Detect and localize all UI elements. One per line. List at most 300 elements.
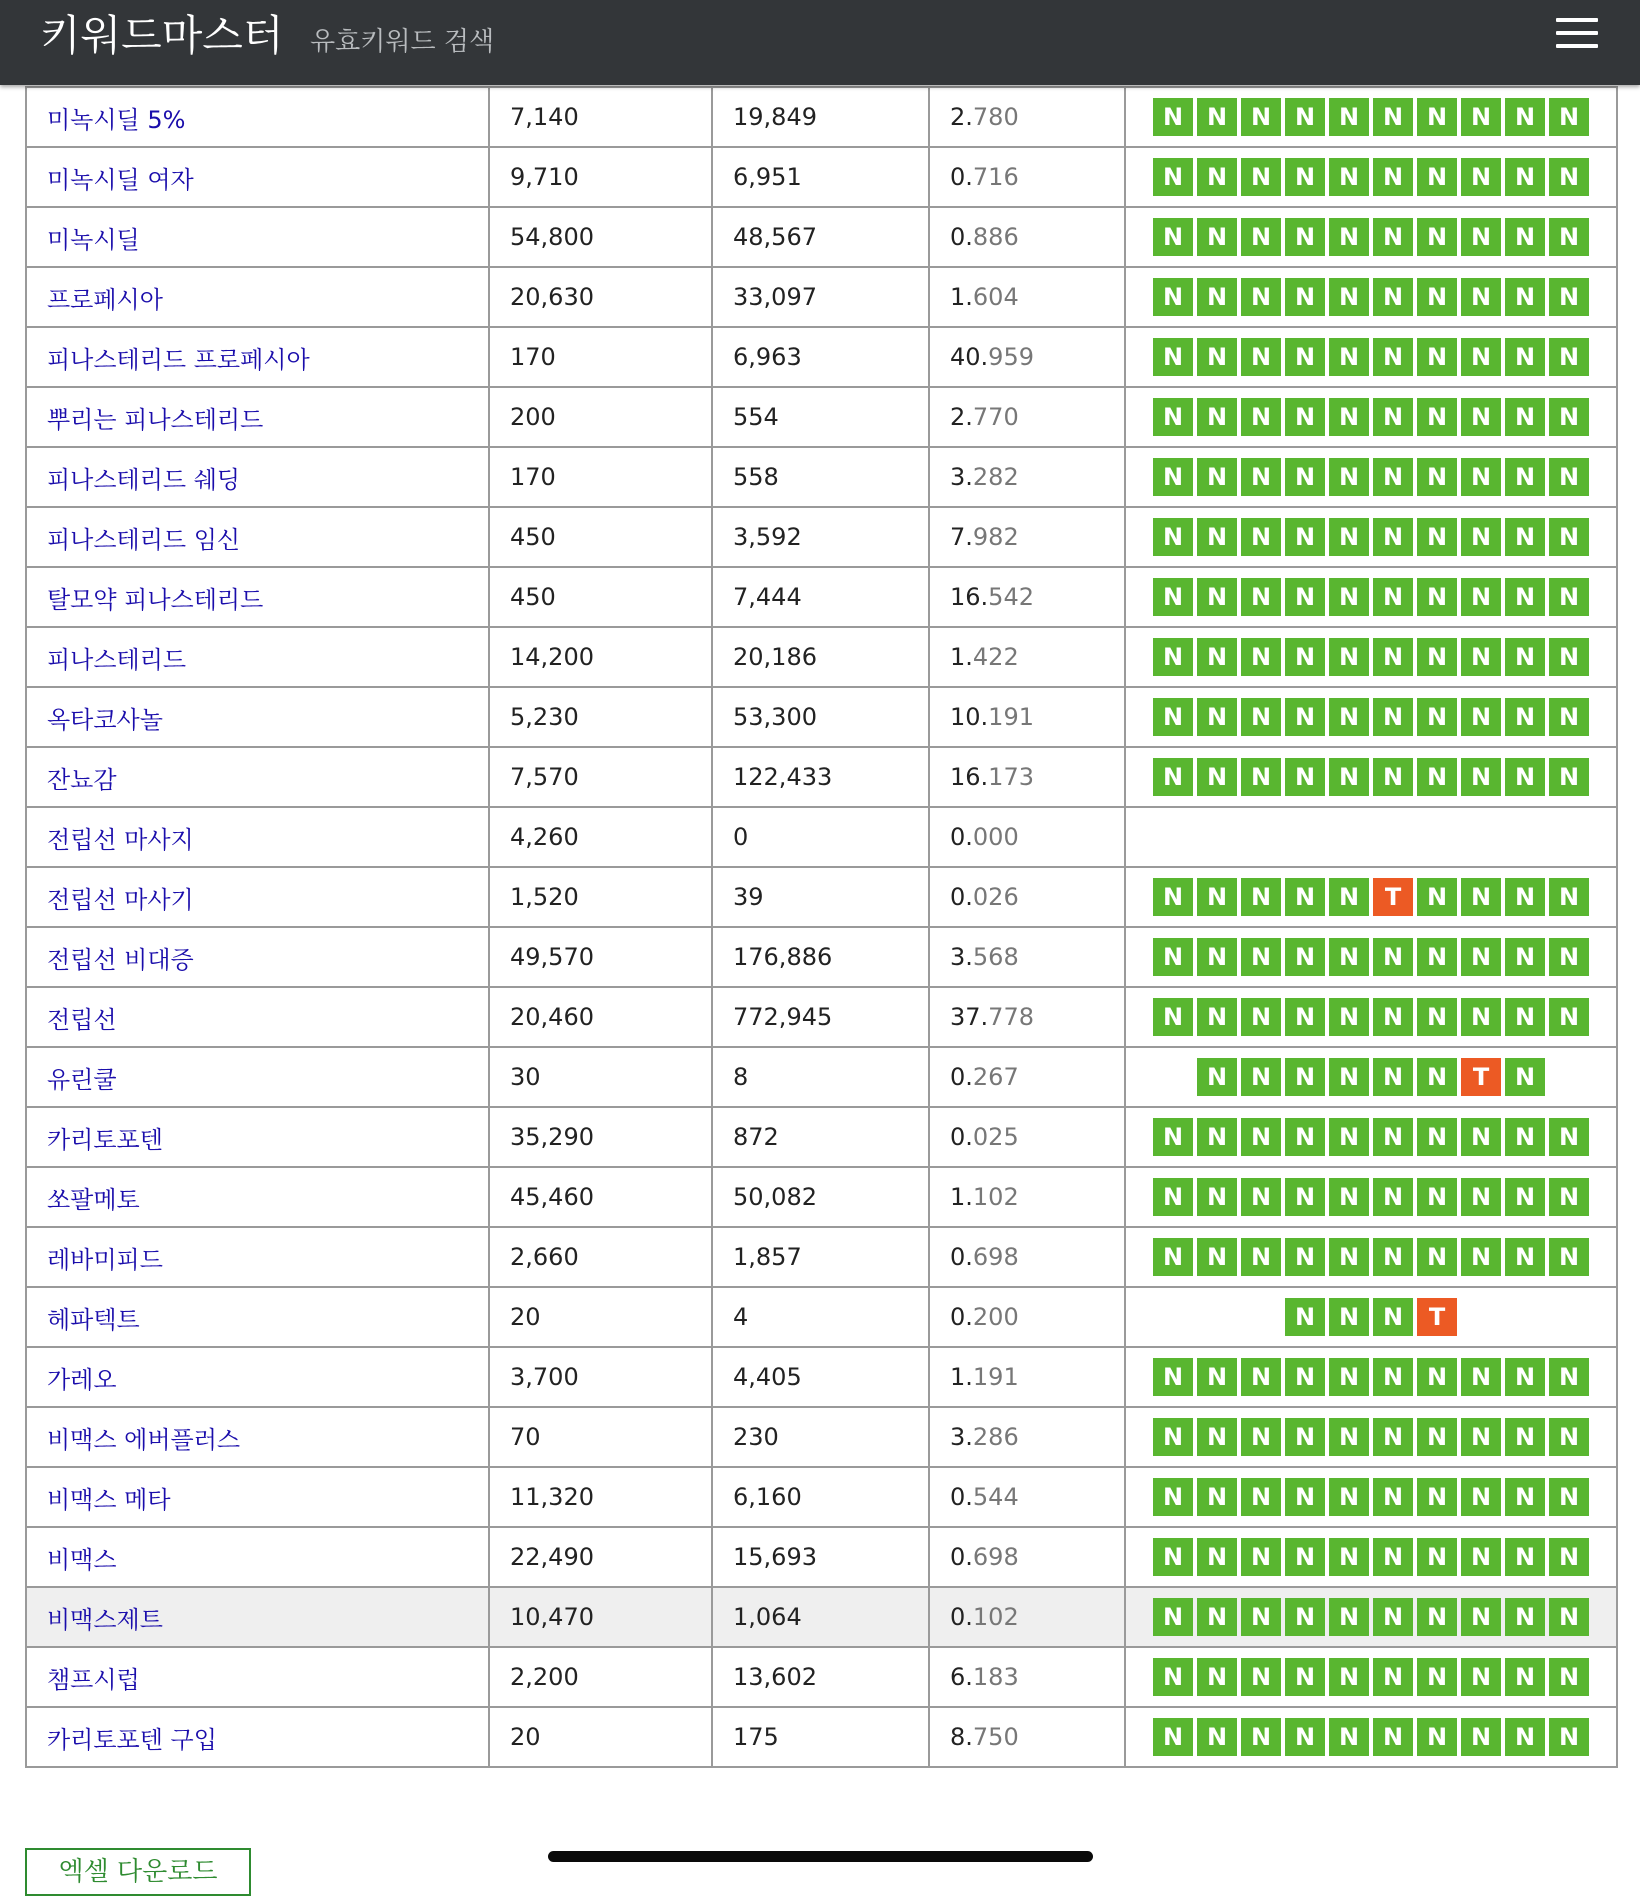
- naver-badge[interactable]: N: [1505, 1538, 1545, 1576]
- naver-badge[interactable]: N: [1241, 398, 1281, 436]
- naver-badge[interactable]: N: [1153, 1118, 1193, 1156]
- naver-badge[interactable]: N: [1505, 578, 1545, 616]
- naver-badge[interactable]: N: [1505, 278, 1545, 316]
- naver-badge[interactable]: N: [1197, 698, 1237, 736]
- naver-badge[interactable]: N: [1461, 1478, 1501, 1516]
- naver-badge[interactable]: N: [1197, 1058, 1237, 1096]
- keyword-link[interactable]: 피나스테리드: [47, 645, 187, 674]
- keyword-link[interactable]: 전립선 비대증: [47, 945, 194, 974]
- ratio-cell: [929, 927, 1125, 987]
- naver-badge[interactable]: N: [1373, 1298, 1413, 1336]
- keyword-link[interactable]: 쏘팔메토: [47, 1185, 140, 1214]
- naver-badge[interactable]: N: [1373, 98, 1413, 136]
- naver-badge[interactable]: N: [1241, 158, 1281, 196]
- naver-badge[interactable]: N: [1329, 1298, 1369, 1336]
- naver-badge[interactable]: N: [1153, 1238, 1193, 1276]
- naver-badge[interactable]: N: [1373, 278, 1413, 316]
- naver-badge[interactable]: N: [1461, 158, 1501, 196]
- naver-badge[interactable]: N: [1417, 398, 1457, 436]
- naver-badge[interactable]: N: [1241, 1358, 1281, 1396]
- naver-badge[interactable]: N: [1241, 278, 1281, 316]
- naver-badge[interactable]: N: [1241, 458, 1281, 496]
- naver-badge[interactable]: N: [1329, 338, 1369, 376]
- naver-badge[interactable]: N: [1417, 638, 1457, 676]
- naver-badge[interactable]: N: [1285, 1298, 1325, 1336]
- naver-badge[interactable]: N: [1549, 578, 1589, 616]
- naver-badge[interactable]: N: [1153, 98, 1193, 136]
- keyword-link[interactable]: 카리토포텐: [47, 1125, 163, 1154]
- naver-badge[interactable]: N: [1197, 878, 1237, 916]
- naver-badge[interactable]: N: [1197, 278, 1237, 316]
- naver-badge[interactable]: N: [1373, 758, 1413, 796]
- naver-badge[interactable]: N: [1153, 1538, 1193, 1576]
- naver-badge[interactable]: N: [1373, 578, 1413, 616]
- naver-badge[interactable]: N: [1285, 1178, 1325, 1216]
- naver-badge[interactable]: N: [1549, 398, 1589, 436]
- naver-badge[interactable]: N: [1329, 1118, 1369, 1156]
- naver-badge[interactable]: N: [1549, 1598, 1589, 1636]
- naver-badge[interactable]: N: [1329, 1418, 1369, 1456]
- naver-badge[interactable]: N: [1197, 518, 1237, 556]
- naver-badge[interactable]: N: [1241, 518, 1281, 556]
- naver-badge[interactable]: N: [1285, 878, 1325, 916]
- naver-badge[interactable]: N: [1197, 218, 1237, 256]
- naver-badge[interactable]: N: [1197, 1238, 1237, 1276]
- naver-badge[interactable]: N: [1329, 398, 1369, 436]
- naver-badge[interactable]: N: [1417, 1478, 1457, 1516]
- naver-badge[interactable]: N: [1373, 998, 1413, 1036]
- naver-badge[interactable]: N: [1153, 1178, 1193, 1216]
- naver-badge[interactable]: N: [1241, 338, 1281, 376]
- naver-badge[interactable]: N: [1197, 758, 1237, 796]
- keyword-link[interactable]: 미녹시딜: [47, 225, 140, 254]
- keyword-link[interactable]: 유린쿨: [47, 1065, 117, 1094]
- naver-badge[interactable]: N: [1505, 758, 1545, 796]
- naver-badge[interactable]: N: [1153, 1358, 1193, 1396]
- naver-badge[interactable]: N: [1549, 1538, 1589, 1576]
- naver-badge[interactable]: N: [1417, 1118, 1457, 1156]
- naver-badge[interactable]: N: [1329, 1178, 1369, 1216]
- naver-badge[interactable]: N: [1461, 218, 1501, 256]
- keyword-link[interactable]: 비맥스제트: [47, 1605, 163, 1634]
- naver-badge[interactable]: N: [1285, 1118, 1325, 1156]
- naver-badge[interactable]: N: [1373, 1238, 1413, 1276]
- naver-badge[interactable]: N: [1461, 278, 1501, 316]
- naver-badge[interactable]: N: [1417, 998, 1457, 1036]
- naver-badge[interactable]: N: [1329, 758, 1369, 796]
- tistory-badge[interactable]: T: [1461, 1058, 1501, 1096]
- tistory-badge[interactable]: T: [1373, 878, 1413, 916]
- naver-badge[interactable]: N: [1373, 1418, 1413, 1456]
- keyword-link[interactable]: 챔프시럽: [47, 1665, 140, 1694]
- naver-badge[interactable]: N: [1329, 98, 1369, 136]
- naver-badge[interactable]: N: [1417, 938, 1457, 976]
- naver-badge[interactable]: N: [1285, 158, 1325, 196]
- naver-badge[interactable]: N: [1153, 278, 1193, 316]
- rank-badges-cell: [1125, 927, 1617, 987]
- naver-badge[interactable]: N: [1505, 1358, 1545, 1396]
- naver-badge[interactable]: N: [1417, 158, 1457, 196]
- naver-badge[interactable]: N: [1241, 998, 1281, 1036]
- naver-badge[interactable]: N: [1329, 638, 1369, 676]
- naver-badge[interactable]: N: [1417, 458, 1457, 496]
- naver-badge[interactable]: N: [1373, 1058, 1413, 1096]
- naver-badge[interactable]: N: [1241, 1058, 1281, 1096]
- naver-badge[interactable]: N: [1461, 758, 1501, 796]
- naver-badge[interactable]: N: [1197, 1658, 1237, 1696]
- naver-badge[interactable]: N: [1153, 518, 1193, 556]
- naver-badge[interactable]: N: [1285, 1058, 1325, 1096]
- naver-badge[interactable]: N: [1197, 1538, 1237, 1576]
- naver-badge[interactable]: N: [1505, 338, 1545, 376]
- naver-badge[interactable]: N: [1285, 1718, 1325, 1756]
- naver-badge[interactable]: N: [1505, 1478, 1545, 1516]
- naver-badge[interactable]: N: [1153, 458, 1193, 496]
- naver-badge[interactable]: N: [1197, 1118, 1237, 1156]
- naver-badge[interactable]: N: [1241, 1718, 1281, 1756]
- naver-badge[interactable]: N: [1417, 1058, 1457, 1096]
- naver-badge[interactable]: N: [1241, 1418, 1281, 1456]
- naver-badge[interactable]: N: [1373, 458, 1413, 496]
- naver-badge[interactable]: N: [1329, 218, 1369, 256]
- naver-badge[interactable]: N: [1285, 758, 1325, 796]
- naver-badge[interactable]: N: [1549, 1238, 1589, 1276]
- naver-badge[interactable]: N: [1505, 1718, 1545, 1756]
- naver-badge[interactable]: N: [1285, 1238, 1325, 1276]
- naver-badge[interactable]: N: [1417, 518, 1457, 556]
- naver-badge[interactable]: N: [1329, 938, 1369, 976]
- naver-badge[interactable]: N: [1329, 998, 1369, 1036]
- naver-badge[interactable]: N: [1549, 878, 1589, 916]
- naver-badge[interactable]: N: [1461, 1418, 1501, 1456]
- naver-badge[interactable]: N: [1153, 1658, 1193, 1696]
- naver-badge[interactable]: N: [1329, 1658, 1369, 1696]
- naver-badge[interactable]: N: [1329, 1718, 1369, 1756]
- keyword-link[interactable]: 레바미피드: [47, 1245, 163, 1274]
- naver-badge[interactable]: N: [1549, 1418, 1589, 1456]
- keyword-link[interactable]: 옥타코사놀: [47, 705, 163, 734]
- naver-badge[interactable]: N: [1505, 458, 1545, 496]
- naver-badge[interactable]: N: [1153, 398, 1193, 436]
- naver-badge[interactable]: N: [1285, 578, 1325, 616]
- keyword-link[interactable]: 헤파텍트: [47, 1305, 140, 1334]
- naver-badge[interactable]: N: [1285, 338, 1325, 376]
- naver-badge[interactable]: N: [1461, 1658, 1501, 1696]
- naver-badge[interactable]: N: [1549, 938, 1589, 976]
- naver-badge[interactable]: N: [1241, 98, 1281, 136]
- naver-badge[interactable]: N: [1197, 638, 1237, 676]
- naver-badge[interactable]: N: [1329, 1478, 1369, 1516]
- naver-badge[interactable]: N: [1373, 518, 1413, 556]
- naver-badge[interactable]: N: [1285, 1658, 1325, 1696]
- naver-badge[interactable]: N: [1153, 1598, 1193, 1636]
- naver-badge[interactable]: N: [1461, 1358, 1501, 1396]
- naver-badge[interactable]: N: [1329, 518, 1369, 556]
- naver-badge[interactable]: N: [1241, 938, 1281, 976]
- naver-badge[interactable]: N: [1197, 1718, 1237, 1756]
- naver-badge[interactable]: N: [1505, 1658, 1545, 1696]
- naver-badge[interactable]: N: [1461, 398, 1501, 436]
- naver-badge[interactable]: N: [1461, 578, 1501, 616]
- naver-badge[interactable]: N: [1153, 698, 1193, 736]
- naver-badge[interactable]: N: [1285, 698, 1325, 736]
- naver-badge[interactable]: N: [1373, 1718, 1413, 1756]
- keyword-link[interactable]: 카리토포텐 구입: [47, 1725, 217, 1754]
- naver-badge[interactable]: N: [1373, 638, 1413, 676]
- naver-badge[interactable]: N: [1505, 1598, 1545, 1636]
- keyword-link[interactable]: 피나스테리드 프로페시아: [47, 345, 310, 374]
- naver-badge[interactable]: N: [1241, 758, 1281, 796]
- naver-badge[interactable]: N: [1197, 338, 1237, 376]
- naver-badge[interactable]: N: [1373, 218, 1413, 256]
- naver-badge[interactable]: N: [1329, 1538, 1369, 1576]
- naver-badge[interactable]: N: [1285, 278, 1325, 316]
- naver-badge[interactable]: N: [1461, 998, 1501, 1036]
- naver-badge[interactable]: N: [1197, 1418, 1237, 1456]
- naver-badge[interactable]: N: [1241, 1538, 1281, 1576]
- naver-badge[interactable]: N: [1241, 1658, 1281, 1696]
- naver-badge[interactable]: N: [1329, 1358, 1369, 1396]
- naver-badge[interactable]: N: [1549, 638, 1589, 676]
- naver-badge[interactable]: N: [1329, 458, 1369, 496]
- keyword-link[interactable]: 가레오: [47, 1365, 117, 1394]
- naver-badge[interactable]: N: [1505, 698, 1545, 736]
- naver-badge[interactable]: N: [1153, 998, 1193, 1036]
- naver-badge[interactable]: N: [1329, 158, 1369, 196]
- naver-badge[interactable]: N: [1329, 578, 1369, 616]
- naver-badge[interactable]: N: [1461, 1178, 1501, 1216]
- naver-badge[interactable]: N: [1505, 1118, 1545, 1156]
- naver-badge[interactable]: N: [1505, 938, 1545, 976]
- naver-badge[interactable]: N: [1197, 938, 1237, 976]
- naver-badge[interactable]: N: [1285, 518, 1325, 556]
- keyword-link[interactable]: 잔뇨감: [47, 765, 117, 794]
- search-volume-cell: 22,490: [489, 1527, 712, 1587]
- naver-badge[interactable]: N: [1505, 398, 1545, 436]
- naver-badge[interactable]: N: [1505, 158, 1545, 196]
- naver-badge[interactable]: N: [1197, 458, 1237, 496]
- naver-badge[interactable]: N: [1505, 1178, 1545, 1216]
- naver-badge[interactable]: N: [1549, 158, 1589, 196]
- naver-badge[interactable]: N: [1153, 758, 1193, 796]
- naver-badge[interactable]: N: [1461, 458, 1501, 496]
- naver-badge[interactable]: N: [1461, 878, 1501, 916]
- naver-badge[interactable]: N: [1241, 698, 1281, 736]
- naver-badge[interactable]: N: [1241, 1598, 1281, 1636]
- keyword-link[interactable]: 전립선 마사기: [47, 885, 194, 914]
- naver-badge[interactable]: N: [1285, 218, 1325, 256]
- naver-badge[interactable]: N: [1197, 1478, 1237, 1516]
- keyword-link[interactable]: 미녹시딜 여자: [47, 165, 194, 194]
- naver-badge[interactable]: N: [1285, 1598, 1325, 1636]
- naver-badge[interactable]: N: [1197, 398, 1237, 436]
- naver-badge[interactable]: N: [1373, 1538, 1413, 1576]
- naver-badge[interactable]: N: [1197, 1178, 1237, 1216]
- naver-badge[interactable]: N: [1461, 518, 1501, 556]
- naver-badge[interactable]: N: [1549, 458, 1589, 496]
- naver-badge[interactable]: N: [1417, 1538, 1457, 1576]
- naver-badge[interactable]: N: [1329, 278, 1369, 316]
- naver-badge[interactable]: N: [1329, 1058, 1369, 1096]
- naver-badge[interactable]: N: [1549, 338, 1589, 376]
- naver-badge[interactable]: N: [1461, 638, 1501, 676]
- naver-badge[interactable]: N: [1505, 878, 1545, 916]
- keyword-link[interactable]: 전립선 마사지: [47, 825, 194, 854]
- naver-badge[interactable]: N: [1505, 1418, 1545, 1456]
- naver-badge[interactable]: N: [1285, 1358, 1325, 1396]
- naver-badge[interactable]: N: [1505, 98, 1545, 136]
- naver-badge[interactable]: N: [1549, 1358, 1589, 1396]
- keyword-link[interactable]: 비맥스: [47, 1545, 117, 1574]
- naver-badge[interactable]: N: [1285, 1418, 1325, 1456]
- naver-badge[interactable]: N: [1153, 1478, 1193, 1516]
- naver-badge[interactable]: N: [1329, 1238, 1369, 1276]
- naver-badge[interactable]: N: [1373, 338, 1413, 376]
- naver-badge[interactable]: N: [1329, 1598, 1369, 1636]
- naver-badge[interactable]: N: [1285, 1538, 1325, 1576]
- naver-badge[interactable]: N: [1461, 1598, 1501, 1636]
- naver-badge[interactable]: N: [1153, 1418, 1193, 1456]
- naver-badge[interactable]: N: [1549, 278, 1589, 316]
- naver-badge[interactable]: N: [1461, 1238, 1501, 1276]
- naver-badge[interactable]: N: [1417, 878, 1457, 916]
- naver-badge[interactable]: N: [1549, 98, 1589, 136]
- naver-badge[interactable]: N: [1285, 98, 1325, 136]
- naver-badge[interactable]: N: [1373, 1178, 1413, 1216]
- naver-badge[interactable]: N: [1197, 158, 1237, 196]
- naver-badge[interactable]: N: [1417, 1718, 1457, 1756]
- keyword-link[interactable]: 탈모약 피나스테리드: [47, 585, 264, 614]
- naver-badge[interactable]: N: [1461, 1118, 1501, 1156]
- naver-badge[interactable]: N: [1241, 1118, 1281, 1156]
- naver-badge[interactable]: N: [1373, 1118, 1413, 1156]
- naver-badge[interactable]: N: [1417, 218, 1457, 256]
- ratio-decimal: 102: [972, 1603, 1019, 1631]
- naver-badge[interactable]: N: [1417, 578, 1457, 616]
- naver-badge[interactable]: N: [1329, 698, 1369, 736]
- naver-badge[interactable]: N: [1285, 998, 1325, 1036]
- keyword-link[interactable]: 프로페시아: [47, 285, 163, 314]
- keyword-link[interactable]: 비맥스 에버플러스: [47, 1425, 241, 1454]
- naver-badge[interactable]: N: [1285, 638, 1325, 676]
- naver-badge[interactable]: N: [1241, 638, 1281, 676]
- keyword-link[interactable]: 미녹시딜 5%: [47, 105, 186, 134]
- keyword-link[interactable]: 전립선: [47, 1005, 117, 1034]
- naver-badge[interactable]: N: [1461, 698, 1501, 736]
- naver-badge[interactable]: N: [1417, 98, 1457, 136]
- naver-badge[interactable]: N: [1285, 398, 1325, 436]
- naver-badge[interactable]: N: [1417, 698, 1457, 736]
- naver-badge[interactable]: N: [1285, 938, 1325, 976]
- naver-badge[interactable]: N: [1505, 998, 1545, 1036]
- naver-badge[interactable]: N: [1373, 1478, 1413, 1516]
- naver-badge[interactable]: N: [1241, 218, 1281, 256]
- rank-badges-cell: [1125, 747, 1617, 807]
- naver-badge[interactable]: N: [1549, 1718, 1589, 1756]
- naver-badge[interactable]: N: [1373, 1598, 1413, 1636]
- naver-badge[interactable]: N: [1241, 1178, 1281, 1216]
- naver-badge[interactable]: N: [1505, 518, 1545, 556]
- excel-download-button[interactable]: 엑셀 다운로드: [25, 1848, 251, 1896]
- naver-badge[interactable]: N: [1417, 758, 1457, 796]
- naver-badge[interactable]: N: [1373, 938, 1413, 976]
- naver-badge[interactable]: N: [1373, 1658, 1413, 1696]
- naver-badge[interactable]: N: [1373, 1358, 1413, 1396]
- naver-badge[interactable]: N: [1549, 218, 1589, 256]
- naver-badge[interactable]: N: [1153, 638, 1193, 676]
- naver-badge[interactable]: N: [1197, 1598, 1237, 1636]
- hamburger-menu-icon[interactable]: [1556, 16, 1600, 52]
- naver-badge[interactable]: N: [1373, 398, 1413, 436]
- keyword-link[interactable]: 뿌리는 피나스테리드: [47, 405, 264, 434]
- naver-badge[interactable]: N: [1417, 1178, 1457, 1216]
- naver-badge[interactable]: N: [1197, 998, 1237, 1036]
- naver-badge[interactable]: N: [1373, 698, 1413, 736]
- naver-badge[interactable]: N: [1417, 278, 1457, 316]
- naver-badge[interactable]: N: [1549, 1478, 1589, 1516]
- naver-badge[interactable]: N: [1461, 1718, 1501, 1756]
- ratio-integer: 1.: [950, 283, 973, 311]
- naver-badge[interactable]: N: [1417, 1358, 1457, 1396]
- app-title[interactable]: 키워드마스터: [40, 11, 284, 60]
- naver-badge[interactable]: N: [1549, 1118, 1589, 1156]
- naver-badge[interactable]: N: [1153, 218, 1193, 256]
- ratio-cell: [929, 987, 1125, 1047]
- naver-badge[interactable]: N: [1549, 698, 1589, 736]
- naver-badge[interactable]: N: [1505, 1238, 1545, 1276]
- naver-badge[interactable]: N: [1153, 878, 1193, 916]
- naver-badge[interactable]: N: [1461, 938, 1501, 976]
- naver-badge[interactable]: N: [1241, 1478, 1281, 1516]
- naver-badge[interactable]: N: [1329, 878, 1369, 916]
- keyword-link[interactable]: 비맥스 메타: [47, 1485, 171, 1514]
- naver-badge[interactable]: N: [1505, 218, 1545, 256]
- naver-badge[interactable]: N: [1285, 458, 1325, 496]
- naver-badge[interactable]: N: [1241, 878, 1281, 916]
- naver-badge[interactable]: N: [1461, 338, 1501, 376]
- naver-badge[interactable]: N: [1461, 1538, 1501, 1576]
- naver-badge[interactable]: N: [1549, 998, 1589, 1036]
- naver-badge[interactable]: N: [1153, 1718, 1193, 1756]
- keyword-link[interactable]: 피나스테리드 쉐딩: [47, 465, 241, 494]
- naver-badge[interactable]: N: [1197, 98, 1237, 136]
- naver-badge[interactable]: N: [1153, 578, 1193, 616]
- naver-badge[interactable]: N: [1417, 1658, 1457, 1696]
- naver-badge[interactable]: N: [1505, 1058, 1545, 1096]
- naver-badge[interactable]: N: [1153, 158, 1193, 196]
- naver-badge[interactable]: N: [1549, 1178, 1589, 1216]
- naver-badge[interactable]: N: [1417, 1418, 1457, 1456]
- naver-badge[interactable]: N: [1417, 338, 1457, 376]
- naver-badge[interactable]: N: [1461, 98, 1501, 136]
- naver-badge[interactable]: N: [1153, 938, 1193, 976]
- naver-badge[interactable]: N: [1153, 338, 1193, 376]
- naver-badge[interactable]: N: [1285, 1478, 1325, 1516]
- keyword-link[interactable]: 피나스테리드 임신: [47, 525, 241, 554]
- naver-badge[interactable]: N: [1241, 578, 1281, 616]
- naver-badge[interactable]: N: [1549, 1658, 1589, 1696]
- tistory-badge[interactable]: T: [1417, 1298, 1457, 1336]
- naver-badge[interactable]: N: [1549, 518, 1589, 556]
- naver-badge[interactable]: N: [1197, 1358, 1237, 1396]
- naver-badge[interactable]: N: [1417, 1238, 1457, 1276]
- naver-badge[interactable]: N: [1197, 578, 1237, 616]
- naver-badge[interactable]: N: [1241, 1238, 1281, 1276]
- naver-badge[interactable]: N: [1549, 758, 1589, 796]
- naver-badge[interactable]: N: [1417, 1598, 1457, 1636]
- naver-badge[interactable]: N: [1505, 638, 1545, 676]
- naver-badge[interactable]: N: [1373, 158, 1413, 196]
